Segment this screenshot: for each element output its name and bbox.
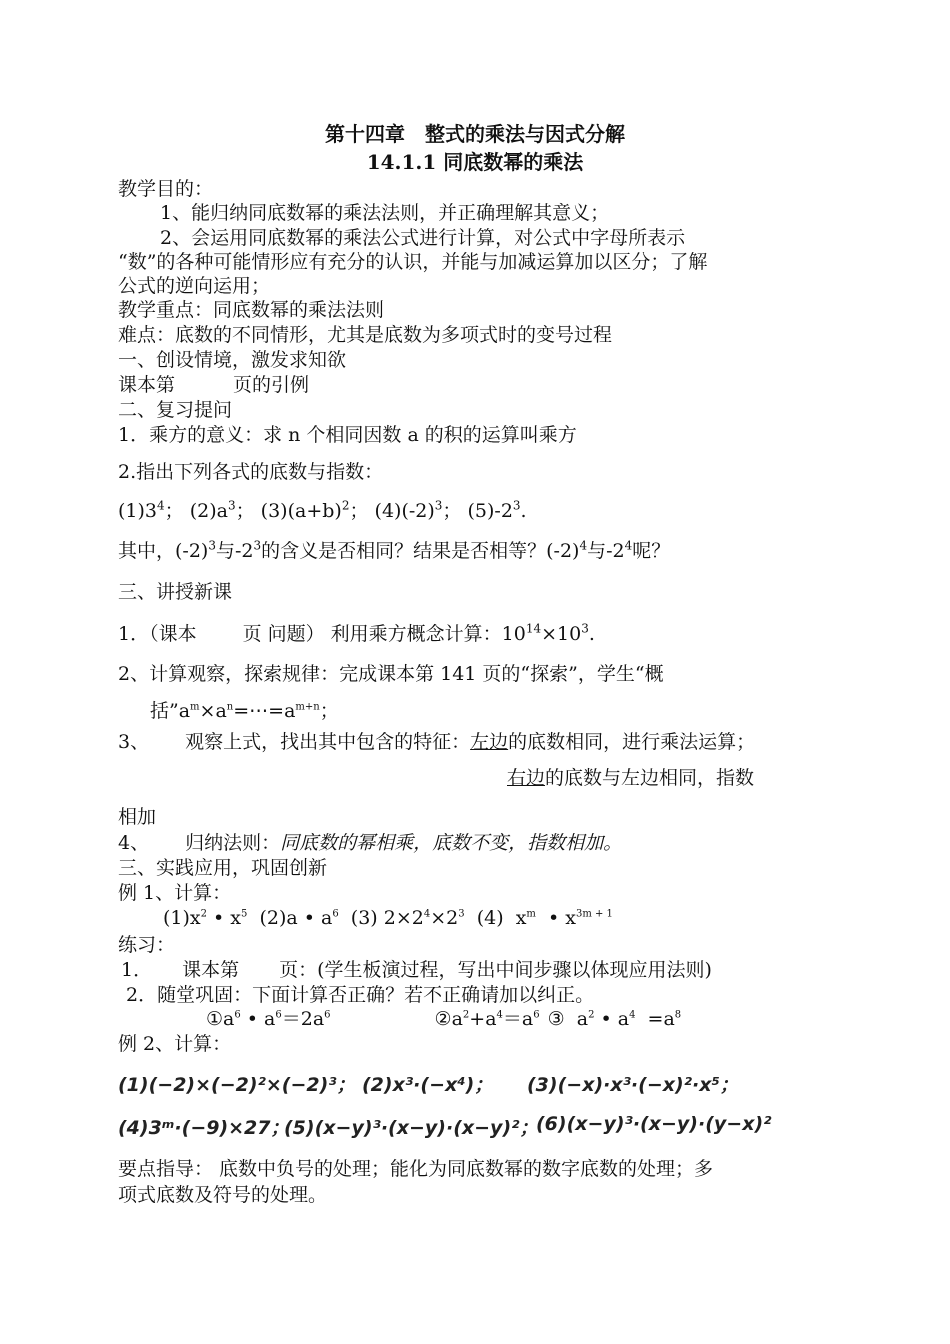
goal-1: 1、能归纳同底数幂的乘法法则，并正确理解其意义； [160, 202, 610, 224]
power-items: $(1)3^4$； $(2)a^3$； $(3)(a+b)^2$； $(4)(-2)^3$； $(5)-2^3$. [118, 498, 527, 522]
multiplication-rule: 同底数的幂相乘，底数不变，指数相加。 [280, 832, 623, 854]
goal-2-line-3: 公式的逆向运用； [118, 275, 271, 297]
review-question-1: 1．乘方的意义：求 n 个相同因数 a 的积的运算叫乘方 [118, 424, 577, 446]
new-lesson-item-3-end: 相加 [118, 806, 157, 828]
teaching-difficulty: 难点：底数的不同情形，尤其是底数为多项式时的变号过程 [118, 324, 613, 346]
goal-2-line-1: 2、会运用同底数幂的乘法公式进行计算，对公式中字母所表示 [160, 227, 686, 249]
example-2-formula-6: (6)(x−y)³·(x−y)·(y−x)² [536, 1113, 772, 1135]
goals-heading: 教学目的： [118, 178, 214, 200]
example-1-items: $(1)x^2$ • $x^5$ (2)a • $a^6$ (3) $2\times 2^4\times 2^3$ (4) $x^m$ • $x^{3m + 1}$ [163, 907, 613, 929]
correctness-checks: $①a^6$ • $a^6=2a^6$ $②a^2+a^4=a^6$ ③ $a^2$ • $a^4 =a^8$ [206, 1008, 682, 1030]
section-1-text: 课本第 页的引例 [118, 374, 310, 396]
new-lesson-item-3: 3、 观察上式，找出其中包含的特征：左边的底数相同，进行乘法运算； [118, 731, 756, 753]
example-2-formula-3: (3)(−x)·x³·(−x)²·x⁵； [527, 1074, 739, 1096]
practice-item-2: 2．随堂巩固：下面计算否正确？若不正确请加以纠正。 [126, 984, 595, 1006]
section-1-heading: 一、创设情境，激发求知欲 [118, 349, 347, 371]
power-rule-formula: 括$”a^m\times a^n=\cdots=a^{m+n}$； [150, 700, 339, 722]
example-2-formula-5: (5)(x−y)³·(x−y)·(x−y)²； [284, 1117, 539, 1139]
key-points-line-2: 项式底数及符号的处理。 [118, 1184, 328, 1206]
comparison-question: 其中，$(-2)^3$与$-2^3$的含义是否相同？结果是否相等？$(-2)^4$与$-2^4$呢？ [118, 538, 671, 562]
goal-2-line-2: “数”的各种可能情形应有充分的认识，并能与加减运算加以区分；了解 [118, 251, 708, 273]
example-2-formula-2: (2)x³·(−x⁴)； [362, 1074, 494, 1096]
section-2-heading: 二、复习提问 [118, 399, 233, 421]
section-3-heading: 三、讲授新课 [118, 581, 233, 603]
example-2-formula-4: (4)3ᵐ·(−9)×27； [118, 1117, 290, 1139]
new-lesson-item-2: 2、计算观察，探索规律：完成课本第 141 页的“探索”，学生“概 [118, 663, 664, 685]
new-lesson-item-4: 4、 归纳法则：同底数的幂相乘，底数不变，指数相加。 [118, 832, 623, 854]
example-1-heading: 例 1、计算： [118, 882, 232, 904]
right-side-label: 右边 [507, 767, 546, 789]
left-side-label: 左边 [470, 731, 509, 753]
practice-heading: 练习： [118, 934, 176, 956]
section-4-heading: 三、实践应用，巩固创新 [118, 857, 328, 879]
example-2-formula-1: (1)(−2)×(−2)²×(−2)³； [118, 1074, 356, 1096]
section-title: 14.1.1 同底数幂的乘法 [366, 150, 584, 174]
practice-item-1: 1． 课本第 页：(学生板演过程，写出中间步骤以体现应用法则) [121, 959, 712, 981]
new-lesson-item-1: 1．（课本 页 问题） 利用乘方概念计算：$10^{14}\times 10^3$. [118, 621, 595, 645]
new-lesson-item-3-cont: 右边的底数与左边相同，指数 [507, 767, 755, 789]
key-points-line-1: 要点指导： 底数中负号的处理；能化为同底数幂的数字底数的处理；多 [118, 1158, 714, 1180]
review-question-2: 2.指出下列各式的底数与指数： [118, 461, 384, 483]
example-2-heading: 例 2、计算： [118, 1033, 232, 1055]
chapter-title: 第十四章 整式的乘法与因式分解 [325, 122, 625, 146]
teaching-focus: 教学重点：同底数幂的乘法法则 [118, 299, 385, 321]
